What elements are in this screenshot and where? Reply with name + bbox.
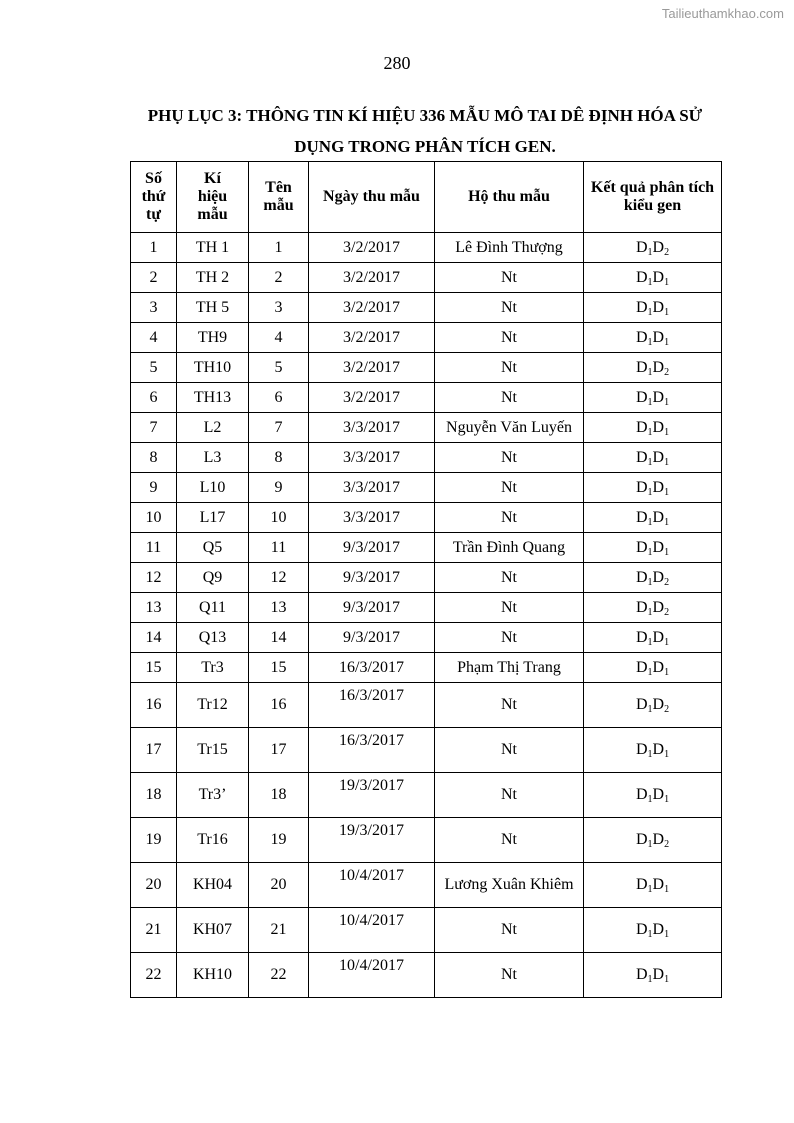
- cell-ho-thu-mau: Nt: [435, 683, 584, 728]
- cell-ten-mau: 2: [249, 263, 309, 293]
- cell-stt: 7: [131, 413, 177, 443]
- table-row: [131, 233, 722, 263]
- cell-ket-qua: $D_1D_1$: [584, 443, 722, 473]
- cell-ki-hieu: Q5: [177, 533, 249, 563]
- cell-ten-mau: 11: [249, 533, 309, 563]
- cell-stt: 4: [131, 323, 177, 353]
- cell-ho-thu-mau: Nt: [435, 908, 584, 953]
- cell-ki-hieu: Tr3’: [177, 773, 249, 818]
- cell-ngay-thu-mau: 10/4/2017: [309, 953, 435, 998]
- cell-ho-thu-mau: Nt: [435, 473, 584, 503]
- cell-ho-thu-mau: Nt: [435, 383, 584, 413]
- table-body: [131, 233, 722, 998]
- table-row: [131, 503, 722, 533]
- page-title: [120, 100, 730, 162]
- cell-stt: 1: [131, 233, 177, 263]
- cell-ten-mau: 9: [249, 473, 309, 503]
- cell-ket-qua: $D_1D_1$: [584, 728, 722, 773]
- cell-ngay-thu-mau: 19/3/2017: [309, 818, 435, 863]
- cell-stt: 20: [131, 863, 177, 908]
- cell-ki-hieu: KH10: [177, 953, 249, 998]
- cell-ho-thu-mau: Nt: [435, 818, 584, 863]
- cell-ngay-thu-mau: 3/2/2017: [309, 233, 435, 263]
- cell-ki-hieu: KH04: [177, 863, 249, 908]
- table-row: [131, 353, 722, 383]
- cell-ho-thu-mau: Phạm Thị Trang: [435, 653, 584, 683]
- cell-ket-qua: $D_1D_1$: [584, 773, 722, 818]
- cell-ket-qua: $D_1D_2$: [584, 818, 722, 863]
- cell-stt: 6: [131, 383, 177, 413]
- cell-ki-hieu: Tr15: [177, 728, 249, 773]
- cell-ngay-thu-mau: 19/3/2017: [309, 773, 435, 818]
- cell-ten-mau: 17: [249, 728, 309, 773]
- cell-ten-mau: 12: [249, 563, 309, 593]
- cell-ho-thu-mau: Nt: [435, 563, 584, 593]
- cell-ki-hieu: Tr16: [177, 818, 249, 863]
- table-row: [131, 908, 722, 953]
- cell-ki-hieu: TH13: [177, 383, 249, 413]
- cell-stt: 8: [131, 443, 177, 473]
- cell-ki-hieu: L2: [177, 413, 249, 443]
- cell-stt: 13: [131, 593, 177, 623]
- cell-ngay-thu-mau: 9/3/2017: [309, 623, 435, 653]
- cell-ho-thu-mau: Nt: [435, 773, 584, 818]
- cell-ngay-thu-mau: 10/4/2017: [309, 908, 435, 953]
- cell-ngay-thu-mau: 3/3/2017: [309, 413, 435, 443]
- cell-stt: 2: [131, 263, 177, 293]
- cell-ket-qua: $D_1D_1$: [584, 383, 722, 413]
- cell-ten-mau: 8: [249, 443, 309, 473]
- cell-stt: 12: [131, 563, 177, 593]
- table-row: [131, 818, 722, 863]
- cell-ngay-thu-mau: 9/3/2017: [309, 533, 435, 563]
- cell-ket-qua: $D_1D_1$: [584, 863, 722, 908]
- table-row: [131, 953, 722, 998]
- cell-ten-mau: 15: [249, 653, 309, 683]
- header-ten-mau: Tên mẫu: [249, 162, 309, 233]
- cell-ngay-thu-mau: 3/2/2017: [309, 353, 435, 383]
- cell-ket-qua: $D_1D_1$: [584, 323, 722, 353]
- watermark: Tailieuthamkhao.com: [661, 6, 784, 21]
- table-row: [131, 623, 722, 653]
- table-row: [131, 413, 722, 443]
- cell-ngay-thu-mau: 9/3/2017: [309, 563, 435, 593]
- cell-stt: 17: [131, 728, 177, 773]
- table-row: [131, 263, 722, 293]
- cell-ki-hieu: Q9: [177, 563, 249, 593]
- header-ket-qua: Kết quả phân tích kiểu gen: [584, 162, 722, 233]
- cell-ngay-thu-mau: 10/4/2017: [309, 863, 435, 908]
- cell-ho-thu-mau: Nt: [435, 263, 584, 293]
- cell-ho-thu-mau: Nt: [435, 353, 584, 383]
- cell-ket-qua: $D_1D_1$: [584, 953, 722, 998]
- cell-ten-mau: 10: [249, 503, 309, 533]
- cell-stt: 22: [131, 953, 177, 998]
- cell-ket-qua: $D_1D_2$: [584, 593, 722, 623]
- cell-ki-hieu: Q13: [177, 623, 249, 653]
- cell-ho-thu-mau: Nguyễn Văn Luyến: [435, 413, 584, 443]
- samples-table: [130, 161, 722, 998]
- cell-ki-hieu: TH 1: [177, 233, 249, 263]
- cell-ngay-thu-mau: 3/3/2017: [309, 503, 435, 533]
- cell-ten-mau: 4: [249, 323, 309, 353]
- cell-ten-mau: 16: [249, 683, 309, 728]
- cell-ket-qua: $D_1D_1$: [584, 473, 722, 503]
- cell-ho-thu-mau: Lương Xuân Khiêm: [435, 863, 584, 908]
- cell-ket-qua: $D_1D_2$: [584, 353, 722, 383]
- cell-ten-mau: 13: [249, 593, 309, 623]
- table-row: [131, 383, 722, 413]
- cell-ki-hieu: Q11: [177, 593, 249, 623]
- header-ho-thu-mau: Hộ thu mẫu: [435, 162, 584, 233]
- table-row: [131, 443, 722, 473]
- cell-stt: 18: [131, 773, 177, 818]
- cell-ho-thu-mau: Nt: [435, 953, 584, 998]
- cell-ki-hieu: Tr12: [177, 683, 249, 728]
- cell-ki-hieu: KH07: [177, 908, 249, 953]
- cell-ho-thu-mau: Nt: [435, 728, 584, 773]
- cell-ki-hieu: TH10: [177, 353, 249, 383]
- cell-ki-hieu: L3: [177, 443, 249, 473]
- cell-ten-mau: 7: [249, 413, 309, 443]
- cell-ngay-thu-mau: 3/2/2017: [309, 263, 435, 293]
- cell-ho-thu-mau: Nt: [435, 293, 584, 323]
- table-row: [131, 728, 722, 773]
- cell-ho-thu-mau: Nt: [435, 443, 584, 473]
- cell-ket-qua: $D_1D_1$: [584, 908, 722, 953]
- header-stt: Số thứ tự: [131, 162, 177, 233]
- cell-stt: 11: [131, 533, 177, 563]
- table-row: [131, 563, 722, 593]
- cell-ngay-thu-mau: 3/2/2017: [309, 383, 435, 413]
- cell-ngay-thu-mau: 3/3/2017: [309, 473, 435, 503]
- cell-stt: 16: [131, 683, 177, 728]
- cell-ket-qua: $D_1D_2$: [584, 683, 722, 728]
- cell-ten-mau: 21: [249, 908, 309, 953]
- header-ngay-thu-mau: Ngày thu mẫu: [309, 162, 435, 233]
- cell-ten-mau: 18: [249, 773, 309, 818]
- cell-ngay-thu-mau: 3/3/2017: [309, 443, 435, 473]
- cell-stt: 5: [131, 353, 177, 383]
- cell-ho-thu-mau: Nt: [435, 623, 584, 653]
- cell-ho-thu-mau: Trần Đình Quang: [435, 533, 584, 563]
- cell-ngay-thu-mau: 16/3/2017: [309, 653, 435, 683]
- table-row: [131, 293, 722, 323]
- cell-ngay-thu-mau: 16/3/2017: [309, 728, 435, 773]
- cell-ho-thu-mau: Nt: [435, 593, 584, 623]
- cell-ten-mau: 5: [249, 353, 309, 383]
- cell-stt: 9: [131, 473, 177, 503]
- table-row: [131, 323, 722, 353]
- cell-ngay-thu-mau: 16/3/2017: [309, 683, 435, 728]
- cell-ten-mau: 1: [249, 233, 309, 263]
- title-line-1: PHỤ LỤC 3: THÔNG TIN KÍ HIỆU 336 MẪU MÔ TAI DÊ ĐỊNH HÓA SỬ: [147, 106, 703, 125]
- cell-stt: 3: [131, 293, 177, 323]
- cell-ki-hieu: Tr3: [177, 653, 249, 683]
- cell-ket-qua: $D_1D_2$: [584, 233, 722, 263]
- page-number: 280: [383, 53, 411, 73]
- cell-stt: 19: [131, 818, 177, 863]
- cell-ten-mau: 22: [249, 953, 309, 998]
- table-row: [131, 683, 722, 728]
- header-ki-hieu: Kí hiệu mẫu: [177, 162, 249, 233]
- cell-ket-qua: $D_1D_2$: [584, 563, 722, 593]
- cell-ngay-thu-mau: 3/2/2017: [309, 293, 435, 323]
- table-row: [131, 533, 722, 563]
- cell-ho-thu-mau: Nt: [435, 503, 584, 533]
- cell-ki-hieu: TH 2: [177, 263, 249, 293]
- cell-ket-qua: $D_1D_1$: [584, 293, 722, 323]
- cell-ki-hieu: L17: [177, 503, 249, 533]
- table-row: [131, 653, 722, 683]
- cell-ten-mau: 3: [249, 293, 309, 323]
- table-row: [131, 773, 722, 818]
- cell-ket-qua: $D_1D_1$: [584, 653, 722, 683]
- table-row: [131, 473, 722, 503]
- table-row: [131, 863, 722, 908]
- cell-ten-mau: 20: [249, 863, 309, 908]
- cell-ket-qua: $D_1D_1$: [584, 623, 722, 653]
- cell-stt: 15: [131, 653, 177, 683]
- table-row: [131, 593, 722, 623]
- cell-ket-qua: $D_1D_1$: [584, 263, 722, 293]
- cell-stt: 14: [131, 623, 177, 653]
- title-line-2: DỤNG TRONG PHÂN TÍCH GEN.: [294, 137, 556, 156]
- cell-ki-hieu: TH9: [177, 323, 249, 353]
- cell-ho-thu-mau: Lê Đình Thượng: [435, 233, 584, 263]
- cell-ket-qua: $D_1D_1$: [584, 533, 722, 563]
- cell-ngay-thu-mau: 3/2/2017: [309, 323, 435, 353]
- cell-ten-mau: 6: [249, 383, 309, 413]
- cell-ket-qua: $D_1D_1$: [584, 413, 722, 443]
- table-header-row: [131, 162, 722, 233]
- cell-ki-hieu: TH 5: [177, 293, 249, 323]
- cell-ho-thu-mau: Nt: [435, 323, 584, 353]
- cell-ki-hieu: L10: [177, 473, 249, 503]
- cell-ket-qua: $D_1D_1$: [584, 503, 722, 533]
- cell-ngay-thu-mau: 9/3/2017: [309, 593, 435, 623]
- cell-stt: 10: [131, 503, 177, 533]
- cell-ten-mau: 14: [249, 623, 309, 653]
- cell-stt: 21: [131, 908, 177, 953]
- cell-ten-mau: 19: [249, 818, 309, 863]
